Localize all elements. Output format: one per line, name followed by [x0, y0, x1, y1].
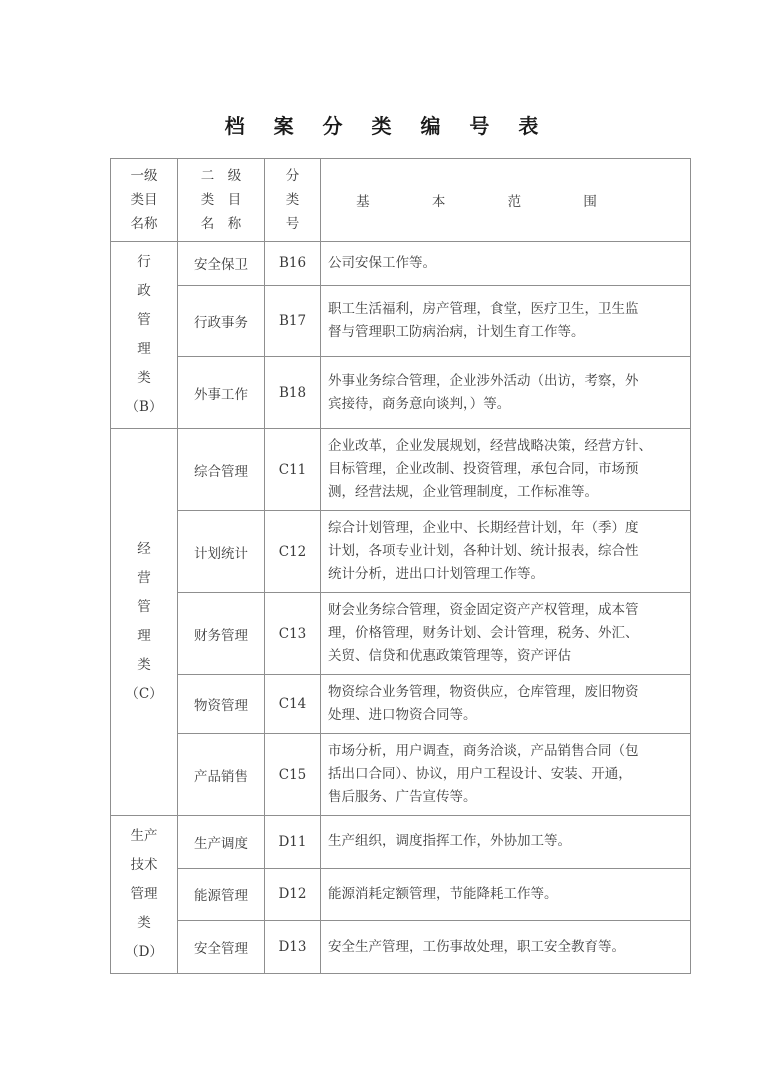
- basic-scope-description: 安全生产管理，工伤事故处理，职工安全教育等。: [321, 921, 691, 974]
- header-primary-category: 一级 类目 名称: [111, 159, 178, 242]
- basic-scope-description: 公司安保工作等。: [321, 242, 691, 286]
- table-header-row: [111, 159, 691, 242]
- classification-code: D13: [265, 921, 321, 974]
- secondary-category-name: 产品销售: [178, 734, 265, 816]
- table-row: [111, 357, 691, 429]
- primary-category-label: 行 政 管 理 类 （B）: [111, 242, 178, 429]
- table-row: [111, 734, 691, 816]
- classification-code: C15: [265, 734, 321, 816]
- classification-code: B16: [265, 242, 321, 286]
- secondary-category-name: 外事工作: [178, 357, 265, 429]
- classification-code: C11: [265, 429, 321, 511]
- basic-scope-description: 职工生活福利，房产管理，食堂，医疗卫生，卫生监 督与管理职工防病治病，计划生育工作等。: [321, 285, 691, 357]
- secondary-category-name: 能源管理: [178, 868, 265, 921]
- classification-code: C13: [265, 593, 321, 675]
- classification-table: [110, 158, 691, 974]
- secondary-category-name: 综合管理: [178, 429, 265, 511]
- header-basic-scope: 基 本 范 围: [321, 159, 691, 242]
- page-title: 档 案 分 类 编 号 表: [224, 114, 550, 138]
- classification-code: D12: [265, 868, 321, 921]
- basic-scope-description: 财会业务综合管理，资金固定资产产权管理，成本管 理，价格管理，财务计划、会计管理，税务、外汇、 关贸、信贷和优惠政策管理等，资产评估: [321, 593, 691, 675]
- secondary-category-name: 安全保卫: [178, 242, 265, 286]
- classification-code: B18: [265, 357, 321, 429]
- secondary-category-name: 行政事务: [178, 285, 265, 357]
- table-body: [111, 159, 691, 974]
- table-row: [111, 242, 691, 286]
- secondary-category-name: 计划统计: [178, 511, 265, 593]
- basic-scope-description: 市场分析，用户调查，商务洽谈，产品销售合同（包 括出口合同）、协议，用户工程设计、安装、开通， 售后服务、广告宣传等。: [321, 734, 691, 816]
- table-row: [111, 675, 691, 734]
- header-secondary-category: 二 级 类 目 名 称: [178, 159, 265, 242]
- classification-code: C14: [265, 675, 321, 734]
- header-classification-code: 分 类 号: [265, 159, 321, 242]
- secondary-category-name: 安全管理: [178, 921, 265, 974]
- basic-scope-description: 物资综合业务管理，物资供应，仓库管理，废旧物资 处理、进口物资合同等。: [321, 675, 691, 734]
- secondary-category-name: 生产调度: [178, 816, 265, 869]
- classification-code: C12: [265, 511, 321, 593]
- table-row: [111, 429, 691, 511]
- table-row: [111, 816, 691, 869]
- primary-category-label: 生产 技术 管理 类 （D）: [111, 816, 178, 974]
- basic-scope-description: 能源消耗定额管理，节能降耗工作等。: [321, 868, 691, 921]
- basic-scope-description: 外事业务综合管理，企业涉外活动（出访，考察，外 宾接待，商务意向谈判，）等。: [321, 357, 691, 429]
- table-row: [111, 868, 691, 921]
- basic-scope-description: 生产组织，调度指挥工作，外协加工等。: [321, 816, 691, 869]
- table-row: [111, 921, 691, 974]
- secondary-category-name: 物资管理: [178, 675, 265, 734]
- primary-category-label: 经 营 管 理 类 （C）: [111, 429, 178, 816]
- classification-table-container: [110, 158, 690, 974]
- secondary-category-name: 财务管理: [178, 593, 265, 675]
- classification-code: B17: [265, 285, 321, 357]
- table-row: [111, 593, 691, 675]
- table-row: [111, 285, 691, 357]
- basic-scope-description: 综合计划管理，企业中、长期经营计划，年（季）度 计划，各项专业计划，各种计划、统计报表，综合性 统计分析，进出口计划管理工作等。: [321, 511, 691, 593]
- table-row: [111, 511, 691, 593]
- basic-scope-description: 企业改革，企业发展规划，经营战略决策，经营方针、 目标管理，企业改制、投资管理，承包合同，市场预 测，经营法规，企业管理制度，工作标准等。: [321, 429, 691, 511]
- classification-code: D11: [265, 816, 321, 869]
